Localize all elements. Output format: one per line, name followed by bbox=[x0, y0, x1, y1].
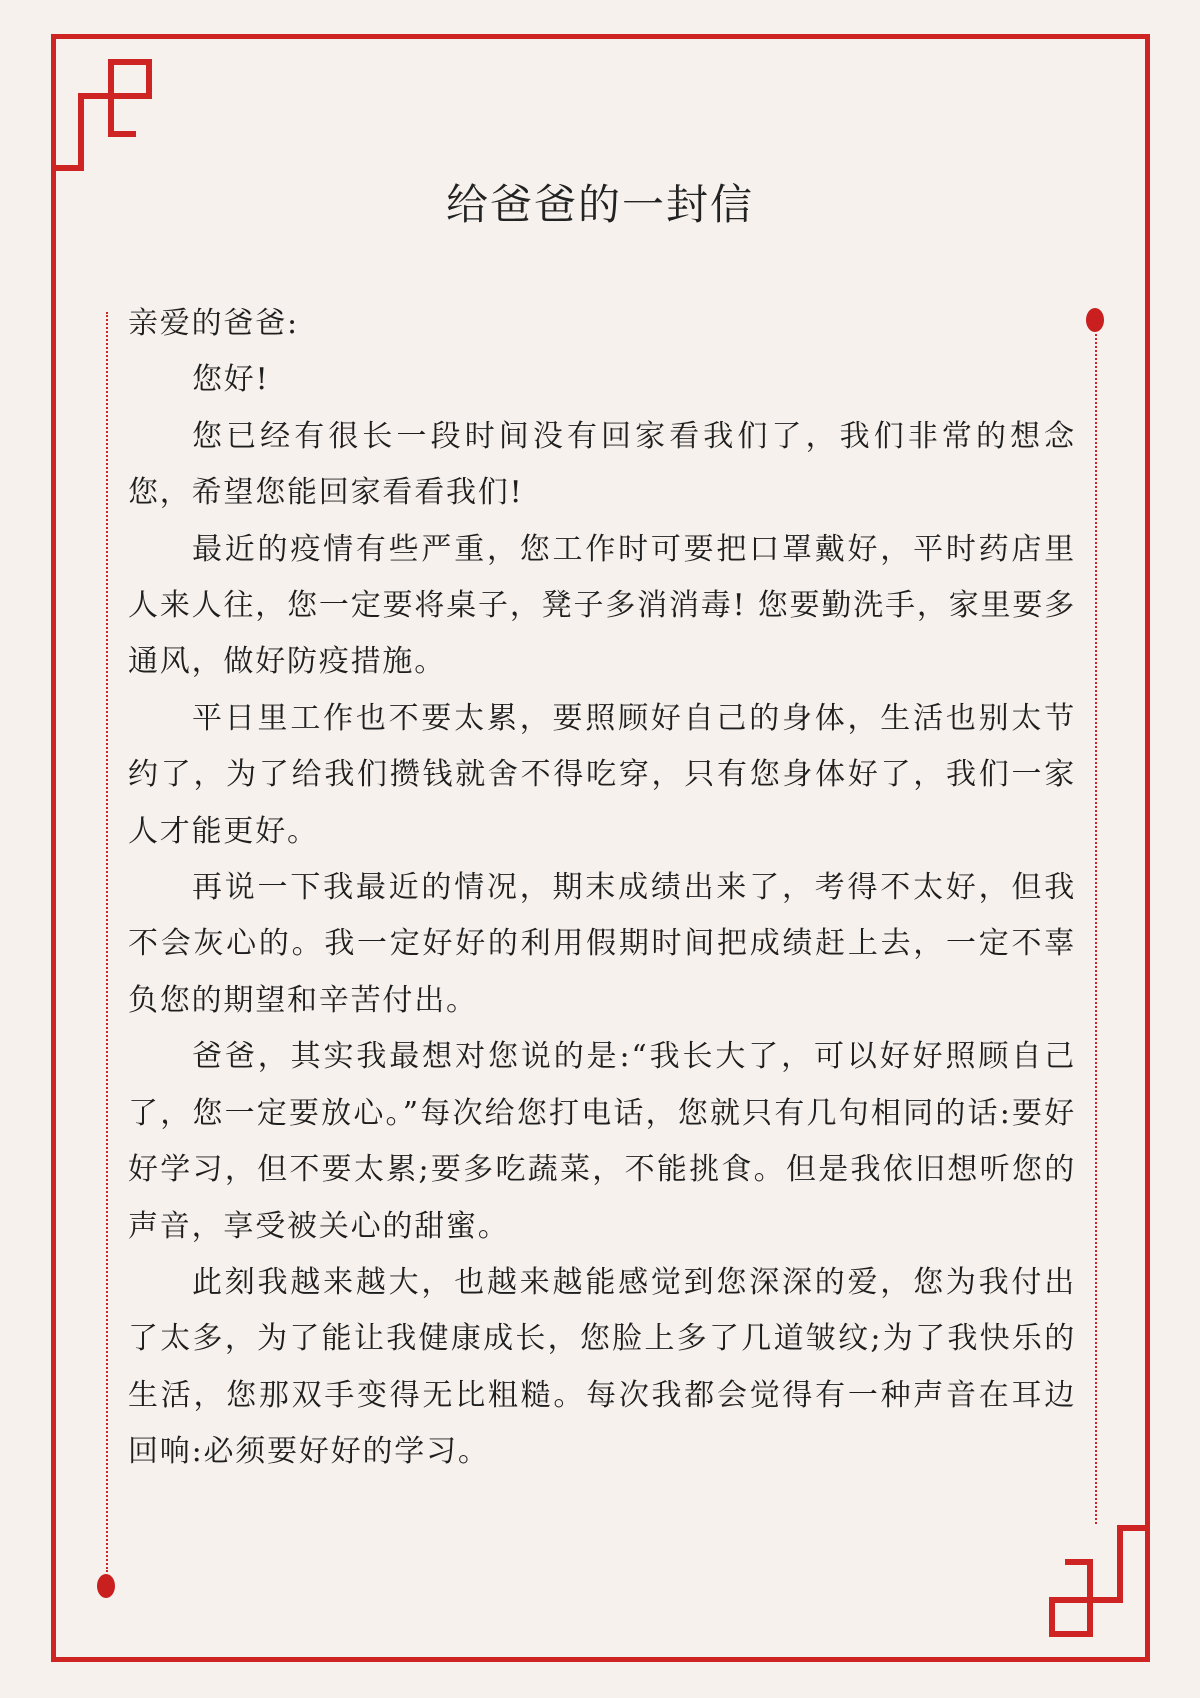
letter-paragraph: 最近的疫情有些严重，您工作时可要把口罩戴好，平时药店里人来人往，您一定要将桌子，凳子多消消毒! 您要勤洗手，家里要多通风，做好防疫措施。 bbox=[128, 531, 1076, 680]
letter-paragraph: 爸爸，其实我最想对您说的是:“我长大了，可以好好照顾自己了，您一定要放心。”每次给您打电话，您就只有几句相同的话:要好好学习，但不要太累;要多吃蔬菜，不能挑食。但是我依旧想听您的声音，享受被关心的甜蜜。 bbox=[128, 1039, 1076, 1244]
greeting: 您好! bbox=[192, 362, 270, 398]
right-dotted-line bbox=[1095, 334, 1097, 1524]
left-red-dot bbox=[97, 1574, 115, 1598]
letter-paragraph: 您已经有很长一段时间没有回家看我们了，我们非常的想念您，希望您能回家看看我们! bbox=[128, 418, 1076, 511]
right-red-dot bbox=[1086, 308, 1104, 332]
corner-ornament-top-left bbox=[51, 34, 171, 174]
letter-paragraph: 此刻我越来越大，也越来越能感觉到您深深的爱，您为我付出了太多，为了能让我健康成长，您脸上多了几道皱纹;为了我快乐的生活，您那双手变得无比粗糙。每次我都会觉得有一种声音在耳边回响:必须要好好的学习。 bbox=[128, 1264, 1076, 1470]
letter-paragraph: 再说一下我最近的情况，期末成绩出来了，考得不太好，但我不会灰心的。我一定好好的利用假期时间把成绩赶上去，一定不辜负您的期望和辛苦付出。 bbox=[128, 870, 1076, 1018]
letter-title: 给爸爸的一封信 bbox=[445, 180, 754, 229]
corner-ornament-bottom-right bbox=[1030, 1522, 1150, 1662]
left-dotted-line bbox=[106, 312, 108, 1572]
letter-body bbox=[128, 296, 1076, 1481]
salutation: 亲爱的爸爸: bbox=[128, 306, 299, 341]
letter-paragraph: 平日里工作也不要太累，要照顾好自己的身体，生活也别太节约了，为了给我们攒钱就舍不得吃穿，只有您身体好了，我们一家人才能更好。 bbox=[128, 700, 1076, 849]
